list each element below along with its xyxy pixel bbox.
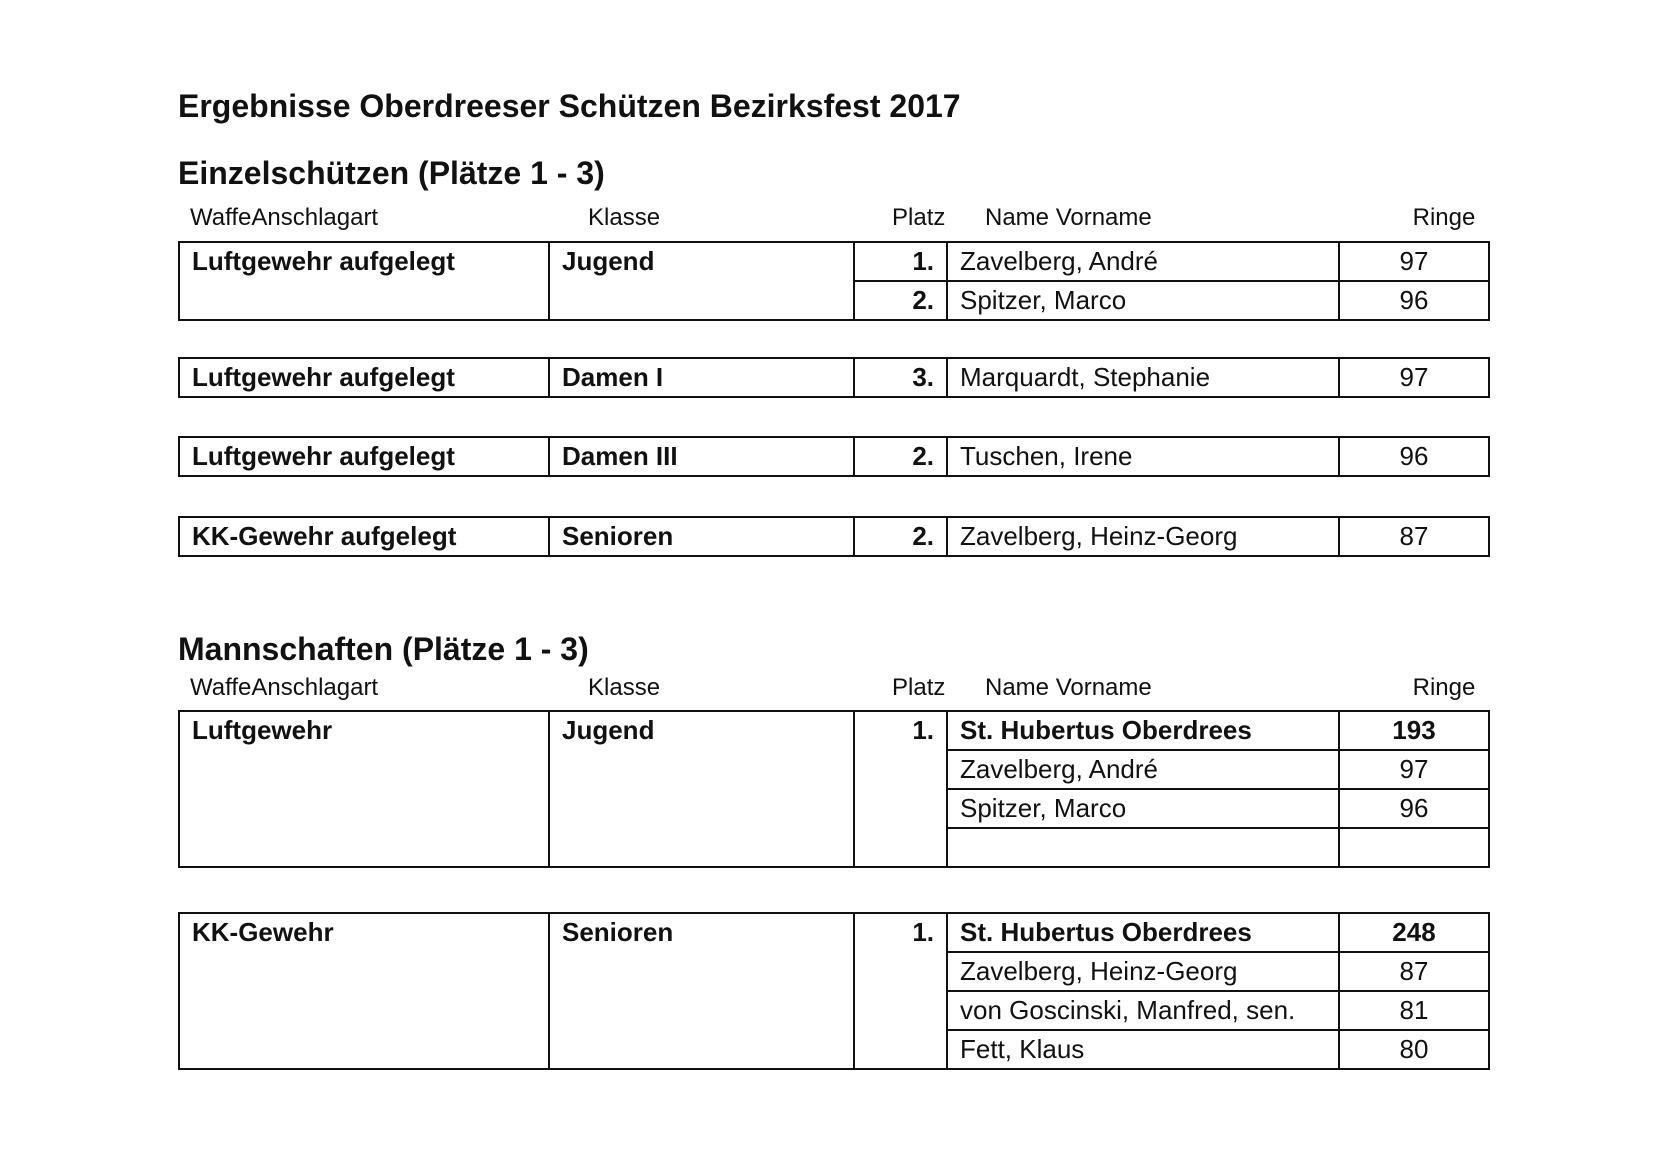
ringe-cell: 97 (1339, 242, 1489, 281)
team-name-cell: St. Hubertus Oberdrees (947, 913, 1339, 952)
table-row (179, 517, 1489, 556)
col-header-klasse: Klasse (588, 674, 661, 701)
member-name-cell: Zavelberg, André (947, 750, 1339, 789)
ringe-cell: 96 (1339, 281, 1489, 320)
waffe-cell: KK-Gewehr (179, 913, 549, 1069)
table-row (179, 913, 1489, 952)
ringe-cell: 97 (1339, 358, 1489, 397)
team-ringe-cell: 193 (1339, 711, 1489, 750)
member-name-cell: von Goscinski, Manfred, sen. (947, 991, 1339, 1030)
teams-heading: Mannschaften (Plätze 1 - 3) (178, 631, 589, 667)
member-name-cell: Spitzer, Marco (947, 789, 1339, 828)
teams-table-lg-jugend (178, 710, 1490, 868)
klasse-cell: Senioren (549, 913, 854, 1069)
col-header-ringe: Ringe (1412, 204, 1476, 231)
name-cell: Zavelberg, André (947, 242, 1339, 281)
table-row (179, 437, 1489, 476)
col-header-waffe: WaffeAnschlagart (190, 674, 379, 701)
klasse-cell: Jugend (549, 711, 854, 867)
klasse-cell: Senioren (549, 517, 854, 556)
team-name-cell: St. Hubertus Oberdrees (947, 711, 1339, 750)
individual-heading: Einzelschützen (Plätze 1 - 3) (178, 155, 605, 191)
platz-cell: 1. (854, 913, 947, 1069)
document-title: Ergebnisse Oberdreeser Schützen Bezirksfest 2017 (178, 88, 961, 124)
waffe-cell: Luftgewehr aufgelegt (179, 242, 549, 320)
individual-table-lg-damen-1 (178, 357, 1490, 398)
col-header-name: Name Vorname (985, 204, 1152, 231)
table-row (179, 242, 1489, 281)
member-ringe-cell: 87 (1339, 952, 1489, 991)
klasse-cell: Jugend (549, 242, 854, 320)
col-header-waffe: WaffeAnschlagart (190, 204, 379, 231)
member-ringe-cell (1339, 828, 1489, 867)
platz-cell: 2. (854, 437, 947, 476)
platz-cell: 1. (854, 711, 947, 867)
col-header-platz: Platz (892, 204, 946, 231)
platz-cell: 2. (854, 517, 947, 556)
teams-table-kk-senioren (178, 912, 1490, 1070)
name-cell: Spitzer, Marco (947, 281, 1339, 320)
name-cell: Marquardt, Stephanie (947, 358, 1339, 397)
name-cell: Tuschen, Irene (947, 437, 1339, 476)
member-name-cell: Zavelberg, Heinz-Georg (947, 952, 1339, 991)
individual-table-kk-senioren (178, 516, 1490, 557)
member-name-cell: Fett, Klaus (947, 1030, 1339, 1069)
member-ringe-cell: 81 (1339, 991, 1489, 1030)
ringe-cell: 87 (1339, 517, 1489, 556)
waffe-cell: KK-Gewehr aufgelegt (179, 517, 549, 556)
table-row (179, 358, 1489, 397)
col-header-klasse: Klasse (588, 204, 661, 231)
waffe-cell: Luftgewehr (179, 711, 549, 867)
col-header-name: Name Vorname (985, 674, 1152, 701)
member-name-cell (947, 828, 1339, 867)
name-cell: Zavelberg, Heinz-Georg (947, 517, 1339, 556)
klasse-cell: Damen III (549, 437, 854, 476)
table-row (179, 711, 1489, 750)
individual-table-lg-jugend (178, 241, 1490, 321)
member-ringe-cell: 80 (1339, 1030, 1489, 1069)
waffe-cell: Luftgewehr aufgelegt (179, 358, 549, 397)
individual-table-lg-damen-3 (178, 436, 1490, 477)
ringe-cell: 96 (1339, 437, 1489, 476)
member-ringe-cell: 96 (1339, 789, 1489, 828)
col-header-platz: Platz (892, 674, 946, 701)
member-ringe-cell: 97 (1339, 750, 1489, 789)
platz-cell: 2. (854, 281, 947, 320)
platz-cell: 3. (854, 358, 947, 397)
platz-cell: 1. (854, 242, 947, 281)
team-ringe-cell: 248 (1339, 913, 1489, 952)
klasse-cell: Damen I (549, 358, 854, 397)
col-header-ringe: Ringe (1412, 674, 1476, 701)
waffe-cell: Luftgewehr aufgelegt (179, 437, 549, 476)
